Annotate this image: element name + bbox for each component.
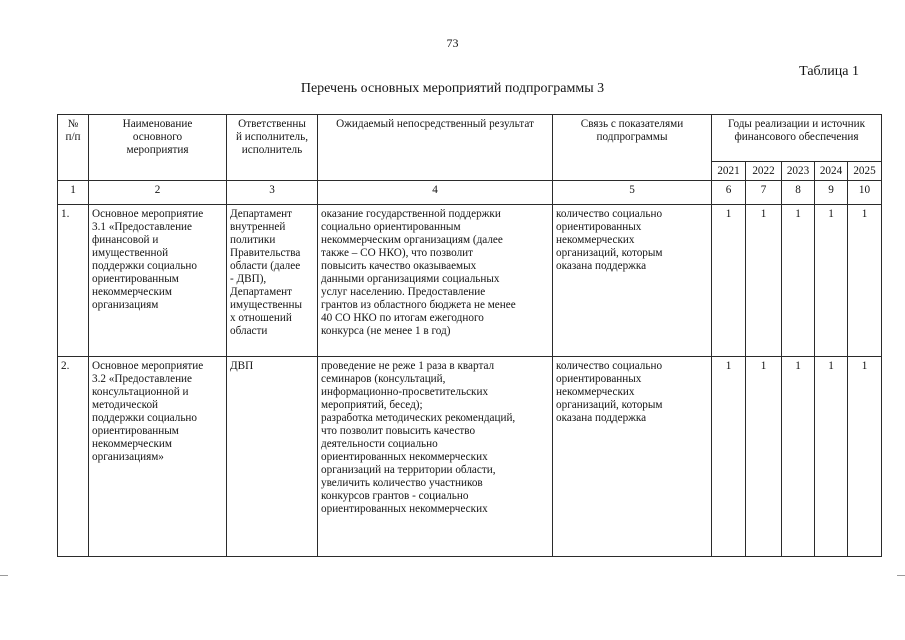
header-num: № п/п <box>58 115 89 181</box>
header-year: 2022 <box>746 162 782 181</box>
header-year: 2021 <box>712 162 746 181</box>
row-year-value: 1 <box>848 357 882 557</box>
row-activity-name: Основное мероприятие 3.2 «Предоставление консультационной и методической поддержки социально ориентированным некоммерческим организациям» <box>89 357 227 557</box>
row-year-value: 1 <box>815 357 848 557</box>
row-responsible: Департамент внутренней политики Правительства области (далее - ДВП), Департамент имущественны х отношений области <box>227 205 318 357</box>
header-expected-result: Ожидаемый непосредственный результат <box>318 115 553 181</box>
row-year-value: 1 <box>712 357 746 557</box>
column-numbers-row <box>58 181 882 205</box>
row-year-value: 1 <box>848 205 882 357</box>
row-num: 2. <box>58 357 89 557</box>
header-year: 2025 <box>848 162 882 181</box>
row-year-value: 1 <box>815 205 848 357</box>
column-number: 2 <box>89 181 227 205</box>
page-number: 73 <box>446 36 459 50</box>
row-year-value: 1 <box>782 205 815 357</box>
header-row <box>58 115 882 162</box>
row-num: 1. <box>58 205 89 357</box>
row-expected-result: проведение не реже 1 раза в квартал семинаров (консультаций, информационно-просветительских мероприятий, бесед); разработка методических рекомендаций, что позволит повысить качество деятельности социально ориентированных некоммерческих организаций на территории области, увеличить количество участников конкурсов грантов - социально ориентированных некоммерческих <box>318 357 553 557</box>
column-number: 6 <box>712 181 746 205</box>
row-year-value: 1 <box>782 357 815 557</box>
document-title: Перечень основных мероприятий подпрограммы 3 <box>300 81 605 96</box>
row-activity-name: Основное мероприятие 3.1 «Предоставление финансовой и имущественной поддержки социально ориентированным некоммерческим организациям <box>89 205 227 357</box>
row-year-value: 1 <box>712 205 746 357</box>
activities-table <box>57 114 882 557</box>
column-number: 5 <box>553 181 712 205</box>
header-year: 2024 <box>815 162 848 181</box>
column-number: 1 <box>58 181 89 205</box>
row-indicator-link: количество социально ориентированных некоммерческих организаций, которым оказана поддержка <box>553 205 712 357</box>
header-responsible: Ответственны й исполнитель, исполнитель <box>227 115 318 181</box>
column-number: 9 <box>815 181 848 205</box>
row-expected-result: оказание государственной поддержки социально ориентированным некоммерческим организациям (далее также – СО НКО), что позволит повысить качество оказываемых данными организациями социальных услуг населению. Предоставление грантов из областного бюджета не менее 40 СО НКО по итогам ежегодного конкурса (не менее 1 в год) <box>318 205 553 357</box>
fold-mark-right <box>897 575 905 576</box>
column-number: 3 <box>227 181 318 205</box>
row-responsible: ДВП <box>227 357 318 557</box>
table-row <box>58 205 882 357</box>
table-label: Таблица 1 <box>799 64 859 79</box>
column-number: 10 <box>848 181 882 205</box>
table-container <box>57 114 883 557</box>
header-activity-name: Наименование основного мероприятия <box>89 115 227 181</box>
column-number: 7 <box>746 181 782 205</box>
fold-mark-left <box>0 575 8 576</box>
table-row <box>58 357 882 557</box>
header-year: 2023 <box>782 162 815 181</box>
row-year-value: 1 <box>746 205 782 357</box>
row-indicator-link: количество социально ориентированных некоммерческих организаций, которым оказана поддержка <box>553 357 712 557</box>
column-number: 4 <box>318 181 553 205</box>
header-indicator-link: Связь с показателями подпрограммы <box>553 115 712 181</box>
header-years-group: Годы реализации и источник финансового обеспечения <box>712 115 882 162</box>
row-year-value: 1 <box>746 357 782 557</box>
column-number: 8 <box>782 181 815 205</box>
